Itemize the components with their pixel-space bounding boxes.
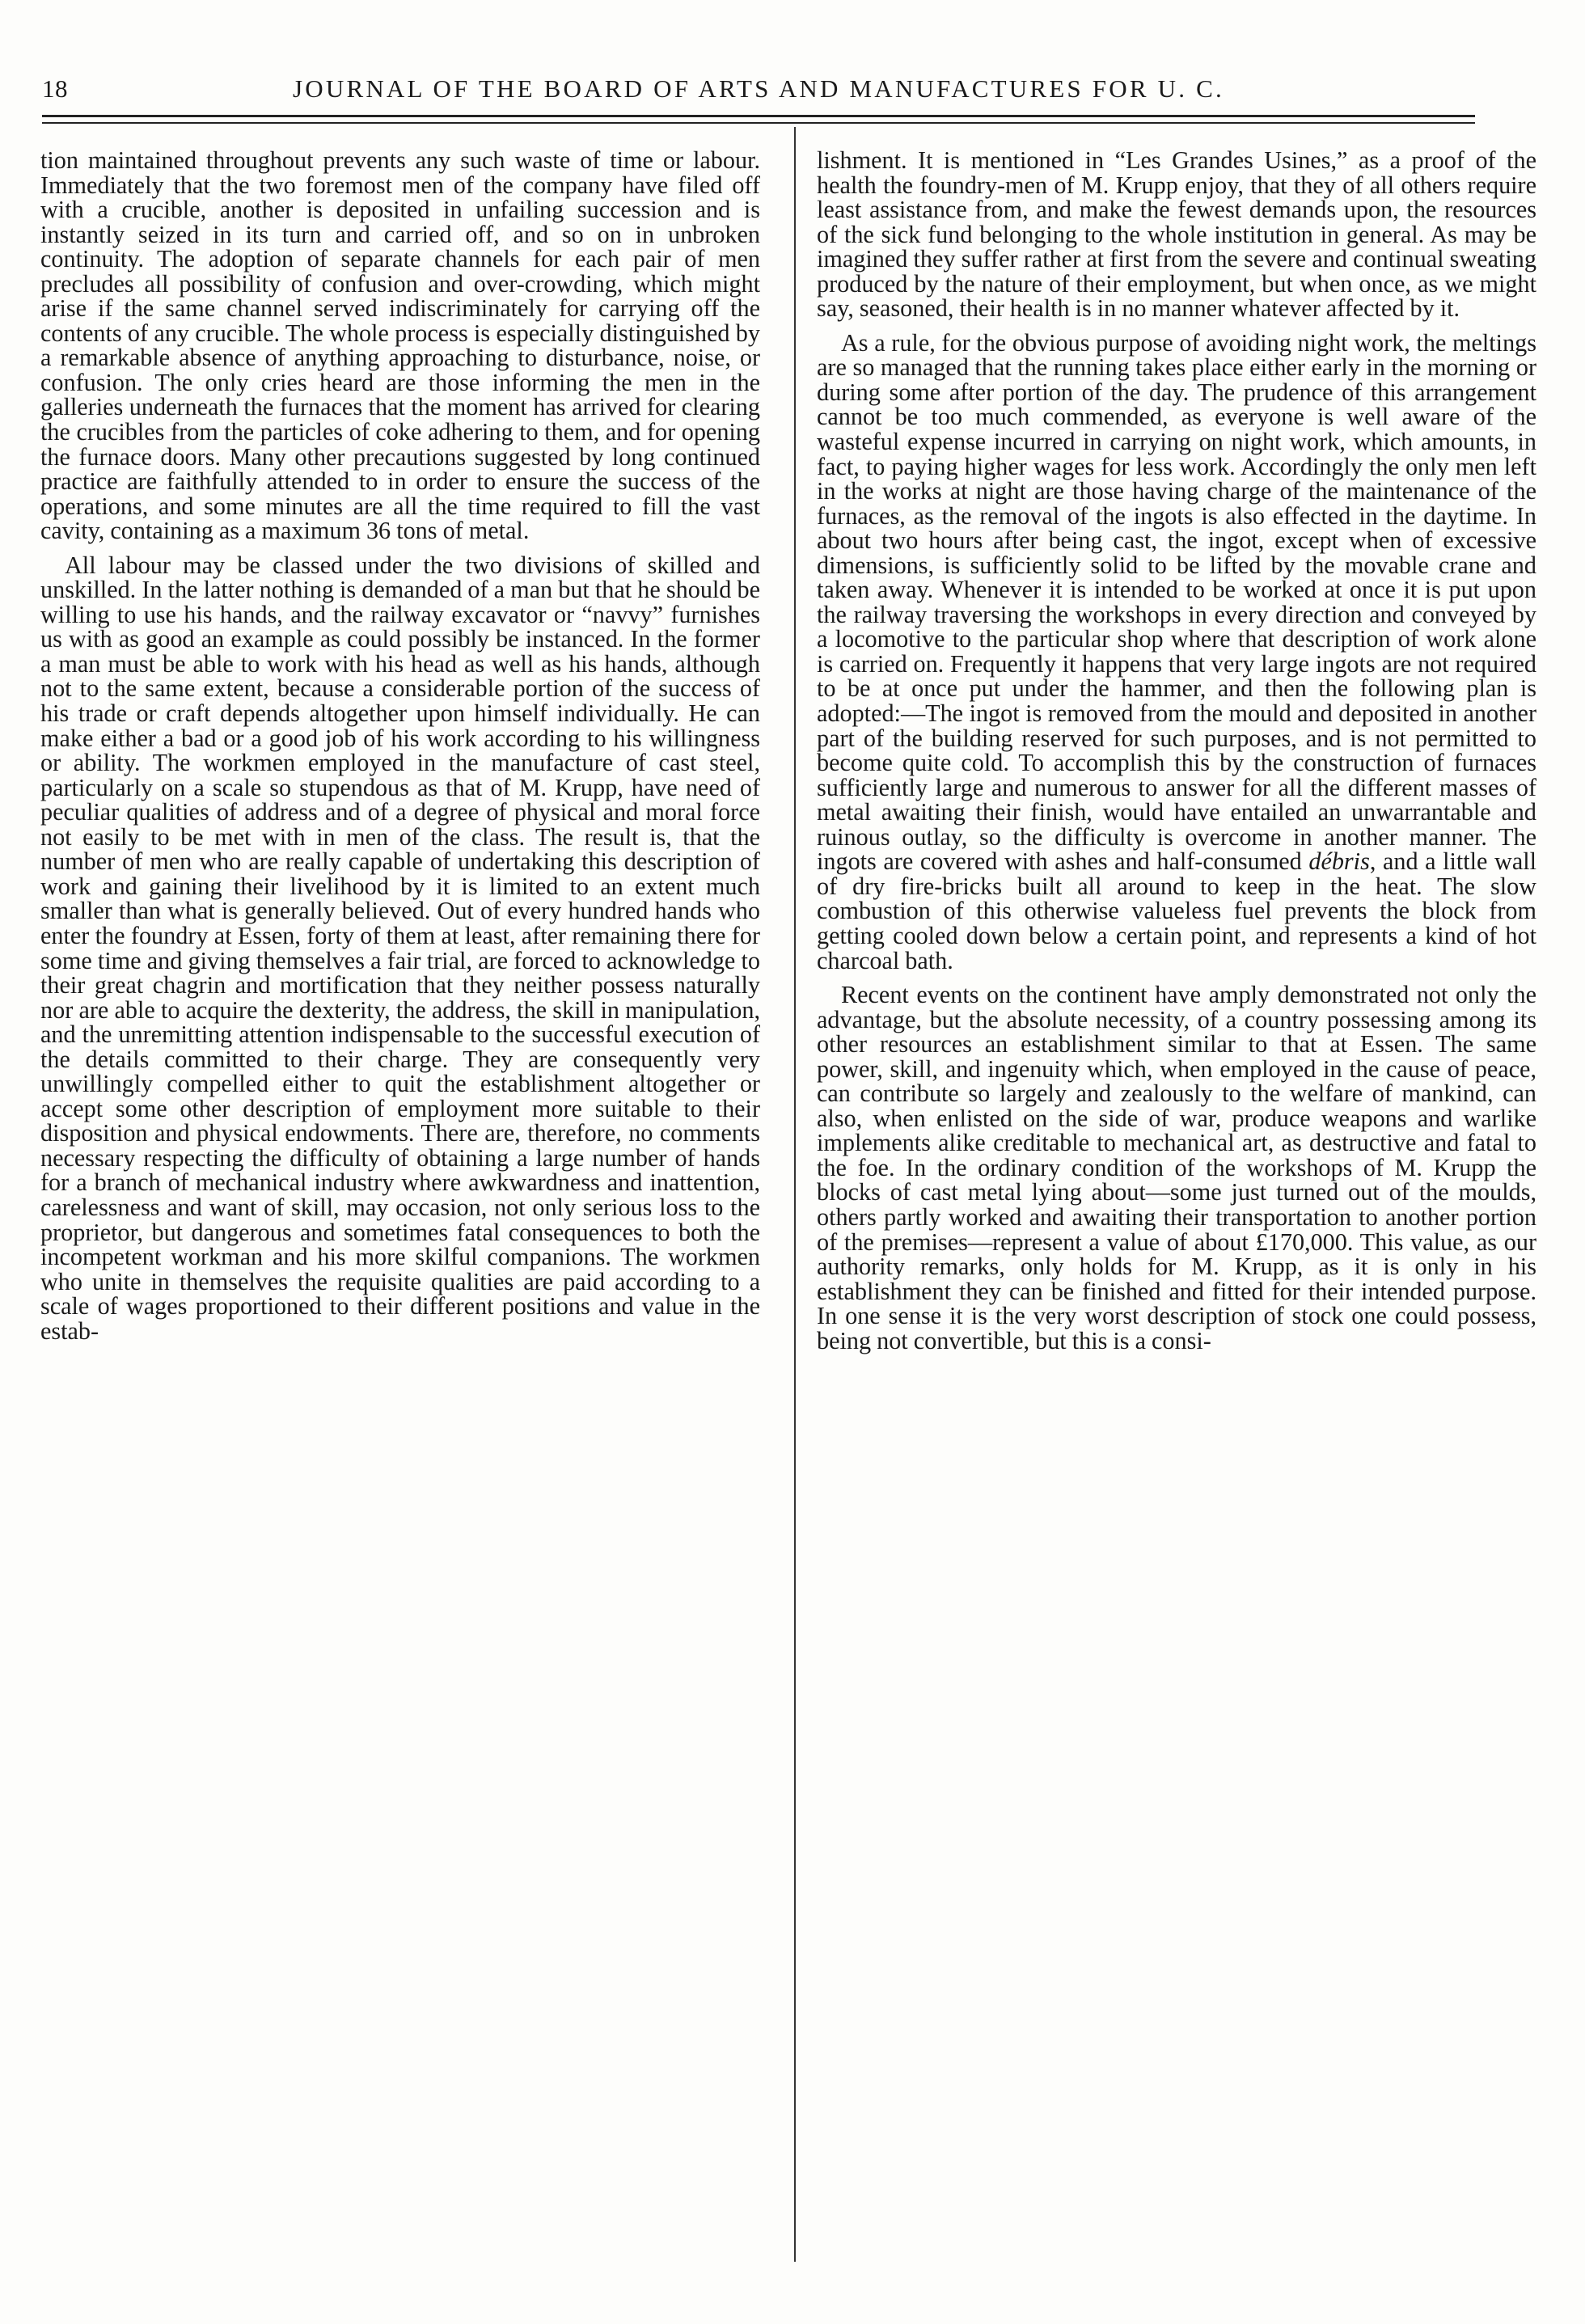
running-title: JOURNAL OF THE BOARD OF ARTS AND MANUFACTURES FOR U. C. [293, 74, 1224, 103]
left-column [40, 148, 760, 2250]
right-column [817, 148, 1536, 2250]
meltings-text-end: , and a little wall of dry fire-bricks built all around to keep in the heat. The slow combustion of this otherwise valueless fuel prevents the block from getting cooled down below a certain point, and represents a kind of hot charcoal bath. [817, 847, 1536, 974]
header-rule-thin [42, 122, 1475, 124]
column-divider [794, 127, 796, 2262]
paragraph-health: lishment. It is mentioned in “Les Grandes Usines,” as a proof of the health the foundry-men of M. Krupp enjoy, that they of all others require least assistance from, and make the fewest demands upon, the resources of the sick fund belonging to the whole institution in general. As may be imagined they suffer rather at first from the severe and continual sweating produced by the nature of their employment, but when once, as we might say, seasoned, their health is in no manner whatever affected by it. [817, 148, 1536, 323]
paragraph-continued: tion maintained throughout prevents any such waste of time or labour. Immediately that the two foremost men of the company have filed off with a crucible, another is deposited in unfailing succession and is instantly seized in its turn and carried off, and so on in unbroken continuity. The adoption of separate channels for each pair of men precludes all possibility of confusion and over-crowding, which might arise if the same channel served indiscriminately for carrying off the contents of any crucible. The whole process is especially distinguished by a remarkable absence of anything approaching to disturbance, noise, or confusion. The only cries heard are those informing the men in the galleries underneath the furnaces that the moment has arrived for clearing the crucibles from the particles of coke adhering to them, and for opening the furnace doors. Many other precautions suggested by long continued practice are faithfully attended to in order to ensure the success of the operations, and some minutes are all the time required to fill the vast cavity, containing as a maximum 36 tons of metal. [40, 148, 760, 545]
page-number: 18 [42, 74, 68, 103]
paragraph-meltings [817, 328, 1536, 974]
paragraph-recent-events: Recent events on the continent have amply demonstrated not only the advantage, but the absolute necessity, of a country possessing among its other resources an establishment similar to that at Essen. The same power, skill, and ingenuity which, when employed in the cause of peace, can contribute so largely and zealously to the welfare of mankind, can also, when enlisted on the side of war, produce weapons and warlike implements alike creditable to mechanical art, as destructive and fatal to the foe. In the ordinary condition of the workshops of M. Krupp the blocks of cast metal lying about—some just turned out of the moulds, others partly worked and awaiting their transportation to another portion of the premises—represent a value of about £170,000. This value, as our authority remarks, only holds for M. Krupp, as it is only in his establishment they can be finished and fitted for their intended purpose. In one sense it is the very worst description of stock one could possess, being not convertible, but this is a consi- [817, 981, 1536, 1354]
italic-debris: débris [1308, 847, 1370, 876]
page-header [42, 74, 1475, 115]
header-rule-thick [42, 115, 1475, 117]
meltings-text: As a rule, for the obvious purpose of avoiding night work, the meltings are so managed that the running takes place either early in the morning or during some after portion of the day. The prudence of this arrangement cannot be too much commended, as everyone is well aware of the wasteful expense incurred in carrying on night work, which amounts, in fact, to paying higher wages for less work. Accordingly the only men left in the works at night are those having charge of the maintenance of the furnaces, as the removal of the ingots is also effected in the daytime. In about two hours after being cast, the ingot, except when of excessive dimensions, is sufficiently solid to be lifted by the movable crane and taken away. Whenever it is intended to be worked at once it is put upon the railway traversing the workshops in every direction and conveyed by a locomotive to the particular shop where that description of work alone is carried on. Frequently it happens that very large ingots are not required to be at once put under the hammer, and then the following plan is adopted:—The ingot is removed from the mould and deposited in another part of the building reserved for such purposes, and is not permitted to become quite cold. To accomplish this by the construction of furnaces sufficiently large and numerous to answer for all the different masses of metal awaiting their finish, would have entailed an unwarrantable and ruinous outlay, so the difficulty is overcome in another manner. The ingots are covered with ashes and half-consumed [817, 328, 1536, 876]
paragraph-labour: All labour may be classed under the two divisions of skilled and unskilled. In the latter nothing is demanded of a man but that he should be willing to use his hands, and the railway excavator or “navvy” furnishes us with as good an example as could possibly be instanced. In the former a man must be able to work with his head as well as his hands, although not to the same extent, because a considerable portion of the success of his trade or craft depends altogether upon himself individually. He can make either a bad or a good job of his work according to his willingness or ability. The workmen employed in the manufacture of cast steel, particularly on a scale so stupendous as that of M. Krupp, have need of peculiar qualities of address and of a degree of physical and moral force not easily to be met with in men of the class. The result is, that the number of men who are really capable of undertaking this description of work and gaining their livelihood by it is limited to an extent much smaller than what is generally believed. Out of every hundred hands who enter the foundry at Essen, forty of them at least, after remaining there for some time and giving themselves a fair trial, are forced to acknowledge to their great chagrin and mortification that they neither possess naturally nor are able to acquire the dexterity, the address, the skill in manipulation, and the unremitting attention indispensable to the successful execution of the details committed to their charge. They are consequently very unwillingly compelled either to quit the establishment altogether or accept some other description of employment more suitable to their disposition and physical endowments. There are, therefore, no comments necessary respecting the difficulty of obtaining a large number of hands for a branch of mechanical industry where awkwardness and inattention, carelessness and want of skill, may occasion, not only serious loss to the proprietor, but dangerous and sometimes fatal consequences to both the incompetent workman and his more skilful companions. The workmen who unite in themselves the requisite qualities are paid according to a scale of wages proportioned to their different positions and value in the estab- [40, 551, 760, 1345]
